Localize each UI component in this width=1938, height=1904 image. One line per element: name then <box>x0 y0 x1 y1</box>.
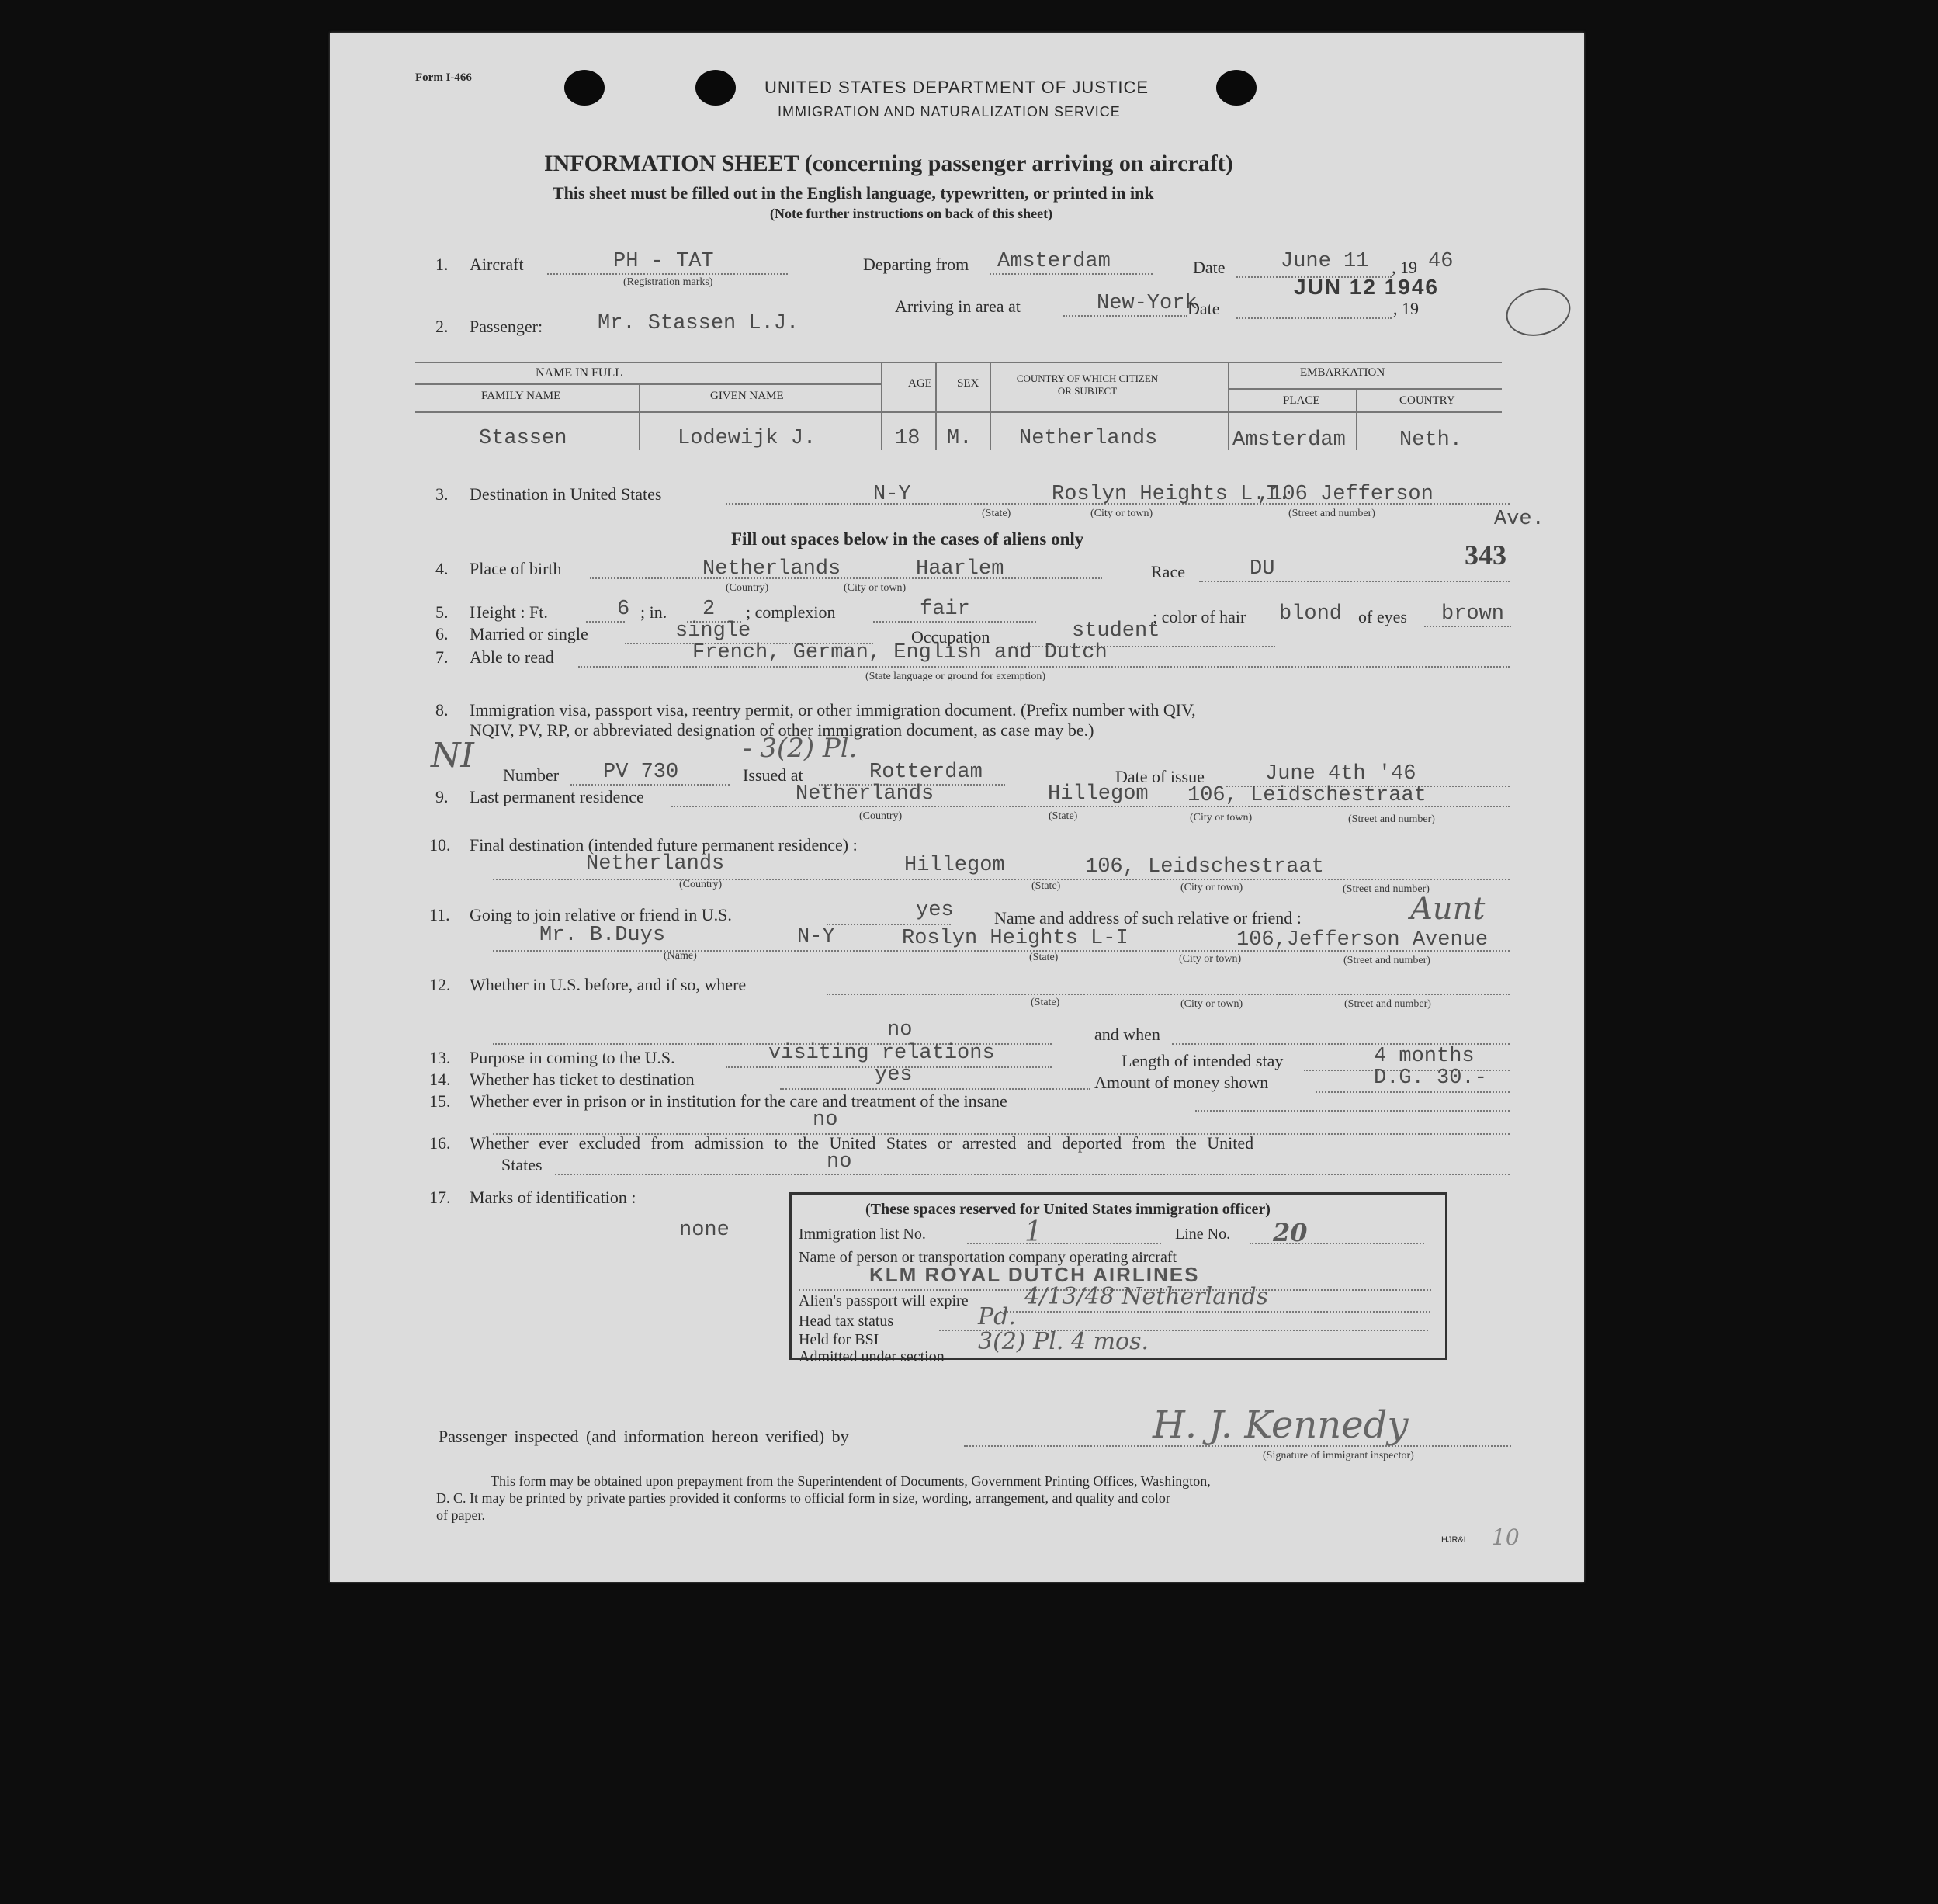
department-name: UNITED STATES DEPARTMENT OF JUSTICE <box>764 78 1149 97</box>
caption: (Street and number) <box>1344 998 1431 1010</box>
doc-number-label: Number <box>503 765 560 785</box>
prison-label: Whether ever in prison or in institution for the care and treatment of the insane <box>470 1091 1007 1111</box>
destination-label: Destination in United States <box>470 484 662 504</box>
occupation-value: student <box>1072 619 1160 643</box>
item-number: 10. <box>429 835 451 855</box>
relative-street: 106,Jefferson Avenue <box>1236 928 1489 952</box>
item-number: 6. <box>435 624 449 643</box>
complexion-label: ; complexion <box>746 602 836 622</box>
handwritten-note: - 3(2) Pl. <box>743 733 858 764</box>
form-number: Form I-466 <box>415 71 472 84</box>
item-number: 17. <box>429 1188 451 1207</box>
issue-date-label: Date of issue <box>1115 767 1205 786</box>
caption: (Name) <box>664 950 697 962</box>
document-instructions: NQIV, PV, RP, or abbreviated designation of other immigration document, as case may be.) <box>470 720 1094 740</box>
note-text: (Note further instructions on back of this sheet) <box>770 206 1053 221</box>
hair-value: blond <box>1279 602 1343 626</box>
embarkation-country-value: Neth. <box>1399 428 1463 452</box>
occupation-label: Occupation <box>911 627 990 647</box>
departing-label: Departing from <box>863 255 969 274</box>
sex-header: SEX <box>957 377 979 390</box>
caption: (Country) <box>726 582 769 594</box>
age-value: 18 <box>895 427 920 450</box>
section-label: Admitted under section <box>799 1348 945 1365</box>
line-value: 20 <box>1273 1218 1308 1247</box>
relative-label: Going to join relative or friend in U.S. <box>470 905 732 924</box>
year-value: 46 <box>1428 250 1454 273</box>
eyes-value: brown <box>1441 602 1505 626</box>
tax-value: Pd. <box>978 1303 1016 1330</box>
caption: (Country) <box>859 810 903 822</box>
page-number: 10 <box>1492 1524 1520 1550</box>
list-label: Immigration list No. <box>799 1226 926 1243</box>
given-name-header: GIVEN NAME <box>710 390 784 402</box>
item-number: 15. <box>429 1091 451 1111</box>
tax-label: Head tax status <box>799 1313 894 1330</box>
marital-value: single <box>675 619 751 643</box>
citizen-country-header: COUNTRY OF WHICH CITIZEN OR SUBJECT <box>1016 373 1159 397</box>
caption: (Country) <box>679 879 723 890</box>
languages-value: French, German, English and Dutch <box>692 641 1108 664</box>
item-number: 3. <box>435 484 449 504</box>
date-label: Date <box>1193 258 1226 277</box>
official-heading: (These spaces reserved for United States immigration officer) <box>865 1201 1271 1218</box>
height-label: Height : Ft. <box>470 602 548 622</box>
passenger-label: Passenger: <box>470 317 543 336</box>
name-in-full-header: NAME IN FULL <box>536 366 622 380</box>
embarkation-place-value: Amsterdam <box>1232 428 1346 452</box>
purpose-label: Purpose in coming to the U.S. <box>470 1048 675 1067</box>
reading-label: Able to read <box>470 647 554 667</box>
ticket-value: yes <box>875 1063 913 1087</box>
item-number: 2. <box>435 317 449 336</box>
final-address: 106, Leidschestraat <box>1085 855 1324 879</box>
caption: (State) <box>982 508 1011 519</box>
money-label: Amount of money shown <box>1094 1073 1269 1092</box>
relative-state: N-Y <box>797 925 835 949</box>
margin-number: 343 <box>1465 539 1506 571</box>
final-state: Hillegom <box>904 854 1005 877</box>
ink-circle-mark <box>1501 282 1576 343</box>
caption: (Street and number) <box>1343 955 1430 966</box>
caption: (Street and number) <box>1288 508 1375 519</box>
family-name-header: FAMILY NAME <box>481 390 561 402</box>
item-number: 9. <box>435 787 449 806</box>
identification-label: Marks of identification : <box>470 1188 636 1207</box>
destination-street-cont: Ave. <box>1494 508 1545 531</box>
punch-hole <box>564 70 605 106</box>
date-label: Date <box>1187 299 1220 318</box>
caption: (Street and number) <box>1343 883 1430 895</box>
money-value: D.G. 30.- <box>1374 1066 1487 1090</box>
prior-visit-value: no <box>887 1018 913 1042</box>
section-value: 3(2) Pl. 4 mos. <box>978 1328 1149 1355</box>
birth-city-value: Haarlem <box>916 557 1004 581</box>
race-label: Race <box>1151 562 1185 581</box>
item-number: 14. <box>429 1070 451 1089</box>
official-use-box <box>789 1192 1447 1365</box>
excluded-value: no <box>827 1150 852 1174</box>
handwritten-note: Aunt <box>1410 891 1486 927</box>
age-header: AGE <box>908 377 932 390</box>
page-title: INFORMATION SHEET (concerning passenger arriving on aircraft) <box>544 151 1233 176</box>
height-in-label: ; in. <box>640 602 667 622</box>
eyes-label: of eyes <box>1358 607 1407 626</box>
list-value: 1 <box>1024 1216 1042 1248</box>
destination-city: Roslyn Heights L.I. <box>1052 483 1291 506</box>
caption: (State) <box>1031 880 1061 892</box>
destination-street: ,106 Jefferson <box>1257 483 1434 506</box>
service-name: IMMIGRATION AND NATURALIZATION SERVICE <box>778 104 1121 120</box>
residence-address: 106, Leidschestraat <box>1187 784 1427 807</box>
stay-value: 4 months <box>1374 1045 1475 1068</box>
final-destination-label: Final destination (intended future permanent residence) : <box>470 835 858 855</box>
document-sheet <box>330 33 1584 1582</box>
citizen-value: Netherlands <box>1019 427 1158 450</box>
arriving-label: Arriving in area at <box>895 297 1021 316</box>
caption: (City or town) <box>1180 882 1243 893</box>
punch-hole <box>695 70 736 106</box>
passenger-value: Mr. Stassen L.J. <box>598 312 799 335</box>
item-number: 11. <box>429 905 450 924</box>
document-instructions: Immigration visa, passport visa, reentry permit, or other immigration document. (Prefix number with QIV, <box>470 700 1196 720</box>
embarkation-header: EMBARKATION <box>1300 366 1385 379</box>
final-country: Netherlands <box>586 852 725 876</box>
marital-label: Married or single <box>470 624 588 643</box>
registration-caption: (Registration marks) <box>623 276 713 288</box>
inspector-signature: H. J. Kennedy <box>1153 1403 1409 1447</box>
instruction-text: This sheet must be filled out in the English language, typewritten, or printed in ink <box>553 183 1154 203</box>
relative-name: Mr. B.Duys <box>539 924 666 947</box>
caption: (Street and number) <box>1348 813 1435 825</box>
identification-value: none <box>679 1219 730 1242</box>
caption: (City or town) <box>1180 998 1243 1010</box>
item-number: 7. <box>435 647 449 667</box>
complexion-value: fair <box>920 598 970 621</box>
item-number: 8. <box>435 700 449 720</box>
relative-name-label: Name and address of such relative or friend : <box>994 908 1302 928</box>
aircraft-label: Aircraft <box>470 255 524 274</box>
caption: (State) <box>1029 952 1059 963</box>
printer-mark: HJR&L <box>1441 1535 1468 1545</box>
caption: (Signature of immigrant inspector) <box>1263 1450 1414 1462</box>
caption: (State language or ground for exemption) <box>865 671 1046 682</box>
doc-number-value: PV 730 <box>603 761 679 784</box>
birthplace-label: Place of birth <box>470 559 562 578</box>
caption: (City or town) <box>1179 953 1242 965</box>
place-header: PLACE <box>1283 394 1320 407</box>
given-name-value: Lodewijk J. <box>678 427 816 450</box>
stay-label: Length of intended stay <box>1122 1051 1284 1070</box>
arrival-date-stamp: JUN 12 1946 <box>1294 275 1440 299</box>
punch-hole <box>1216 70 1257 106</box>
arriving-value: New-York <box>1097 292 1198 315</box>
residence-label: Last permanent residence <box>470 787 644 806</box>
year-prefix: , 19 <box>1393 299 1419 318</box>
sex-value: M. <box>947 427 972 450</box>
aliens-heading: Fill out spaces below in the cases of aliens only <box>731 529 1084 549</box>
excluded-label: States <box>501 1155 543 1174</box>
issue-date-value: June 4th '46 <box>1265 762 1416 786</box>
item-number: 1. <box>435 255 449 274</box>
caption: (City or town) <box>1190 812 1253 824</box>
footer-text: of paper. <box>436 1507 485 1523</box>
item-number: 4. <box>435 559 449 578</box>
footer-text: This form may be obtained upon prepayment from the Superintendent of Documents, Government Printing Offices, Washington, <box>491 1473 1211 1489</box>
when-label: and when <box>1094 1025 1160 1044</box>
caption: (City or town) <box>1090 508 1153 519</box>
item-number: 16. <box>429 1133 451 1153</box>
hair-label: ; color of hair <box>1153 607 1246 626</box>
item-number: 12. <box>429 975 451 994</box>
height-in-value: 2 <box>702 598 716 621</box>
caption: (City or town) <box>844 582 907 594</box>
caption: (State) <box>1031 997 1060 1008</box>
year-prefix: , 19 <box>1392 258 1417 277</box>
company-label: Name of person or transportation company operating aircraft <box>799 1249 1177 1266</box>
bsi-label: Held for BSI <box>799 1331 879 1348</box>
birth-country-value: Netherlands <box>702 557 841 581</box>
residence-state: Hillegom <box>1048 782 1149 806</box>
race-value: DU <box>1250 557 1275 581</box>
departing-value: Amsterdam <box>997 250 1111 273</box>
residence-country: Netherlands <box>796 782 934 806</box>
destination-state: N-Y <box>873 483 911 506</box>
issued-label: Issued at <box>743 765 803 785</box>
footer-text: D. C. It may be printed by private parties provided it conforms to official form in size, wording, arrangement, and quality and color <box>436 1490 1170 1506</box>
excluded-label: Whether ever excluded from admission to the United States or arrested and deported from the United <box>470 1133 1254 1153</box>
inspection-label: Passenger inspected (and information hereon verified) by <box>439 1427 849 1446</box>
date-value: June 11 <box>1281 250 1369 273</box>
passport-value: 4/13/48 Netherlands <box>1024 1283 1269 1310</box>
family-name-value: Stassen <box>479 427 567 450</box>
prison-value: no <box>813 1108 838 1132</box>
caption: (State) <box>1049 810 1078 822</box>
passport-label: Alien's passport will expire <box>799 1292 969 1309</box>
handwritten-note: NI <box>431 736 474 775</box>
ticket-label: Whether has ticket to destination <box>470 1070 695 1089</box>
relative-value: yes <box>916 899 954 922</box>
country-header: COUNTRY <box>1399 394 1455 407</box>
height-ft-value: 6 <box>617 598 630 621</box>
item-number: 5. <box>435 602 449 622</box>
relative-city: Roslyn Heights L-I <box>902 927 1128 950</box>
airline-stamp: KLM ROYAL DUTCH AIRLINES <box>869 1263 1200 1286</box>
item-number: 13. <box>429 1048 451 1067</box>
line-label: Line No. <box>1175 1226 1231 1243</box>
prior-visit-label: Whether in U.S. before, and if so, where <box>470 975 747 994</box>
issued-value: Rotterdam <box>869 761 983 784</box>
purpose-value: visiting relations <box>768 1042 995 1065</box>
aircraft-value: PH - TAT <box>613 250 714 273</box>
